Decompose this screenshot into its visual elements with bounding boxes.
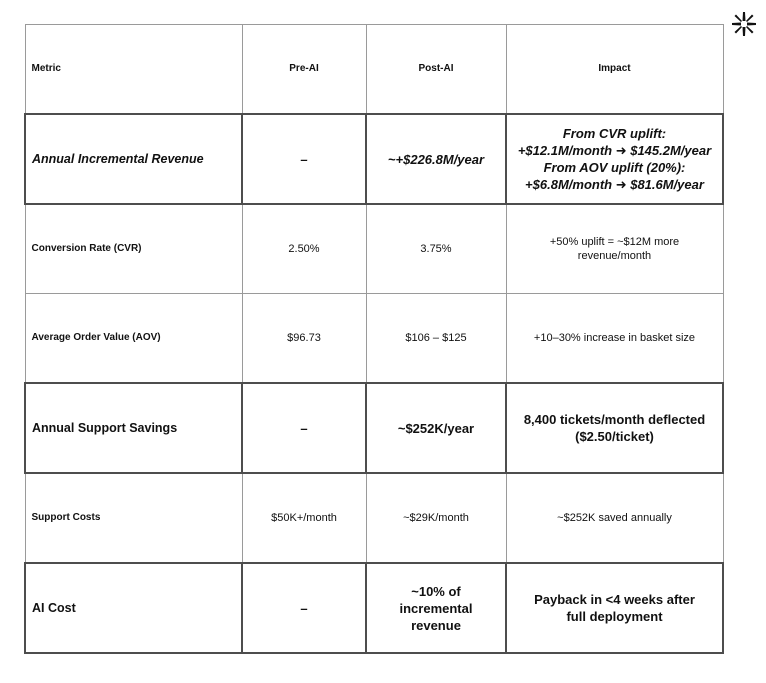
metric-cell: Annual Incremental Revenue [25, 114, 242, 204]
table-row [25, 383, 723, 473]
post-ai-cell: ~$29K/month [366, 473, 506, 563]
metric-cell: Support Costs [25, 473, 242, 563]
table-row [25, 473, 723, 563]
pre-ai-cell: 2.50% [242, 204, 366, 294]
metric-cell: Annual Support Savings [25, 383, 242, 473]
header-metric: Metric [25, 25, 242, 115]
impact-cell: 8,400 tickets/month deflected ($2.50/ticket) [506, 383, 723, 473]
post-ai-cell: $106 – $125 [366, 294, 506, 384]
post-ai-cell: ~10% of incremental revenue [366, 563, 506, 653]
impact-cell: Payback in <4 weeks after full deployment [506, 563, 723, 653]
header-impact: Impact [506, 25, 723, 115]
impact-cell: ~$252K saved annually [506, 473, 723, 563]
post-ai-cell: 3.75% [366, 204, 506, 294]
table-row [25, 114, 723, 204]
post-ai-cell: ~+$226.8M/year [366, 114, 506, 204]
metric-cell: Average Order Value (AOV) [25, 294, 242, 384]
impact-cell: +50% uplift = ~$12M more revenue/month [506, 204, 723, 294]
impact-cell: +10–30% increase in basket size [506, 294, 723, 384]
header-pre-ai: Pre-AI [242, 25, 366, 115]
header-post-ai: Post-AI [366, 25, 506, 115]
roi-table [24, 24, 724, 654]
pre-ai-cell: $50K+/month [242, 473, 366, 563]
post-ai-cell: ~$252K/year [366, 383, 506, 473]
brand-logo-icon [730, 10, 758, 38]
pre-ai-cell: – [242, 383, 366, 473]
table-row [25, 204, 723, 294]
table-header-row [25, 25, 723, 115]
table-row [25, 563, 723, 653]
impact-cell: From CVR uplift: +$12.1M/month ➜ $145.2M/year From AOV uplift (20%): +$6.8M/month ➜ $81.6M/year [506, 114, 723, 204]
pre-ai-cell: – [242, 114, 366, 204]
metric-cell: AI Cost [25, 563, 242, 653]
table-row [25, 294, 723, 384]
metric-cell: Conversion Rate (CVR) [25, 204, 242, 294]
pre-ai-cell: $96.73 [242, 294, 366, 384]
pre-ai-cell: – [242, 563, 366, 653]
